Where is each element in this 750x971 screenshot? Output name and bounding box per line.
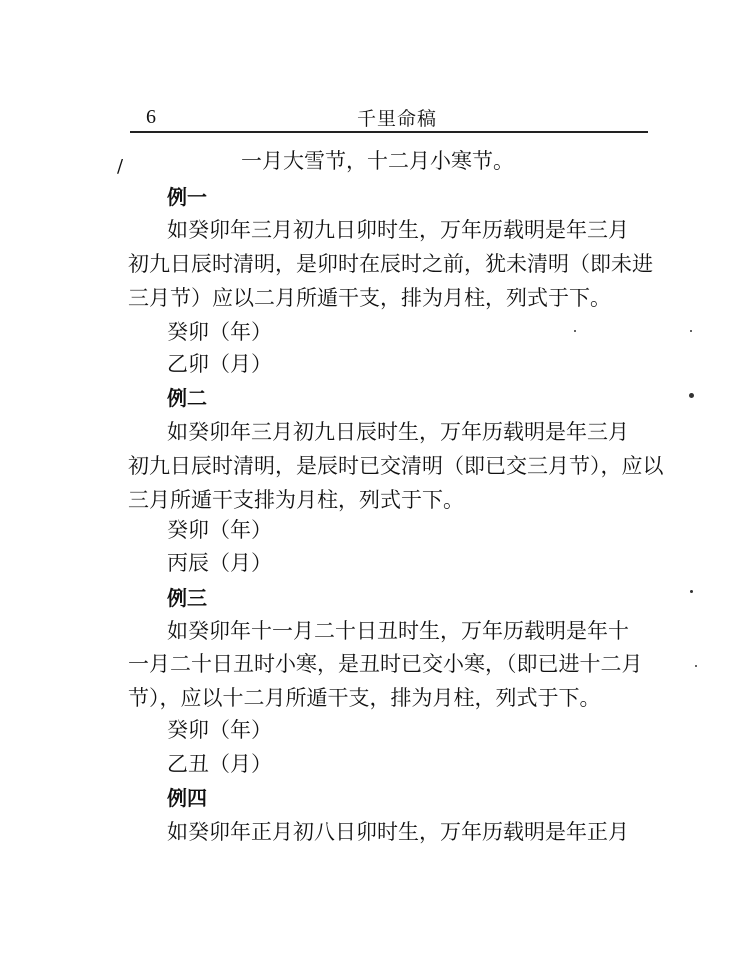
pillar-line: 乙卯（月）: [167, 352, 272, 376]
margin-mark: /: [117, 156, 124, 177]
page-number: 6: [146, 106, 156, 128]
page-header: [132, 100, 648, 130]
text-line: 三月节）应以二月所遁干支，排为月柱，列式于下。: [128, 286, 611, 310]
pillar-line: 癸卯（年）: [167, 518, 272, 542]
pillar-line: 癸卯（年）: [167, 718, 272, 742]
text-line: 三月所遁干支排为月柱，列式于下。: [128, 488, 464, 512]
text-line: 一月二十日丑时小寒，是丑时已交小寒，（即已进十二月: [128, 652, 643, 676]
pillar-line: 丙辰（月）: [167, 551, 272, 575]
pillar-line: 乙丑（月）: [167, 752, 272, 776]
text-line: 如癸卯年十一月二十日丑时生，万年历载明是年十: [167, 619, 629, 643]
text-line: 如癸卯年正月初八日卯时生，万年历载明是年正月: [167, 820, 629, 844]
text-line: 节），应以十二月所遁干支，排为月柱，列式于下。: [128, 686, 601, 710]
scan-speck: [574, 330, 576, 332]
header-rule: [130, 131, 648, 133]
example-heading: 例一: [167, 185, 207, 209]
running-title: 千里命稿: [357, 108, 438, 130]
text-line: 如癸卯年三月初九日卯时生，万年历载明是年三月: [167, 218, 629, 242]
example-heading: 例四: [167, 786, 207, 810]
text-line: 一月大雪节，十二月小寒节。: [241, 149, 514, 173]
text-line: 初九日辰时清明，是辰时已交清明（即已交三月节），应以: [128, 454, 664, 478]
scan-speck: [689, 393, 694, 398]
example-heading: 例二: [167, 386, 207, 410]
pillar-line: 癸卯（年）: [167, 320, 272, 344]
scan-speck: [690, 330, 692, 332]
text-line: 初九日辰时清明，是卯时在辰时之前，犹未清明（即未进: [128, 252, 653, 276]
text-line: 如癸卯年三月初九日辰时生，万年历载明是年三月: [167, 420, 629, 444]
scan-speck: [695, 665, 697, 667]
example-heading: 例三: [167, 586, 207, 610]
scan-speck: [690, 590, 693, 593]
